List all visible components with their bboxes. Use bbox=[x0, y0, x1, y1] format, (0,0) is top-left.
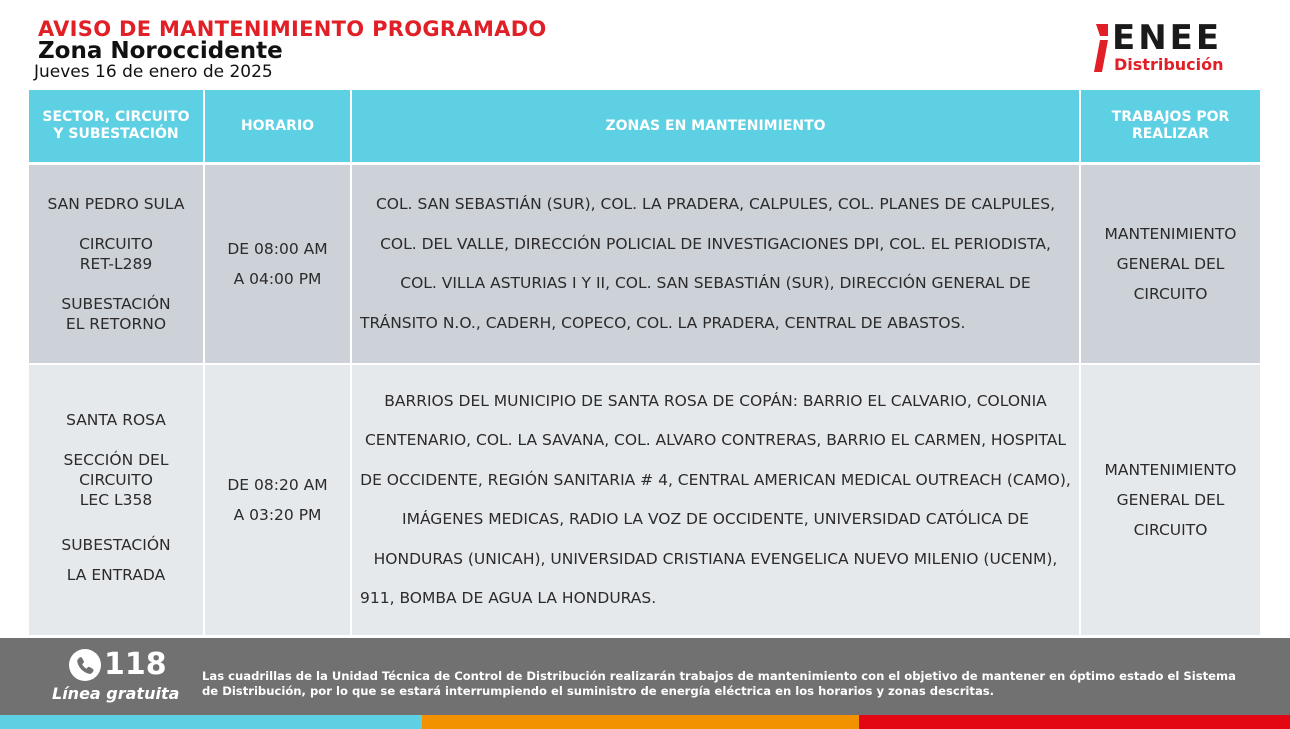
hotline-label: Línea gratuita bbox=[52, 684, 180, 703]
work-line-3: CIRCUITO bbox=[1133, 521, 1208, 539]
logo-subtitle: Distribución bbox=[1114, 55, 1224, 74]
notice-title: AVISO DE MANTENIMIENTO PROGRAMADO bbox=[38, 17, 547, 41]
notice-date: Jueves 16 de enero de 2025 bbox=[34, 62, 273, 82]
sector-cell bbox=[29, 364, 204, 636]
zones-cell: BARRIOS DEL MUNICIPIO DE SANTA ROSA DE COPÁN: BARRIO EL CALVARIO, COLONIA CENTENARIO, COL. LA SAVANA, COL. ALVARO CONTRERAS, BARRIO EL CARMEN, HOSPITAL DE OCCIDENTE, REGIÓN SANITARIA # 4, CENTRAL AMERICAN MEDICAL OUTREACH (CAMO), IMÁGENES MEDICAS, RADIO LA VOZ DE OCCIDENTE, UNIVERSIDAD CATÓLICA DE HONDURAS (UNICAH), UNIVERSIDAD CRISTIANA EVENGELICA NUEVO MILENIO (UCENM), 911, BOMBA DE AGUA LA HONDURAS. bbox=[351, 364, 1080, 636]
footer-disclaimer: Las cuadrillas de la Unidad Técnica de Control de Distribución realizarán trabajos de mantenimiento con el objetivo de mantener en óptimo estado el Sistema de Distribución, por lo que se estará interrumpiendo el suministro de energía eléctrica en los horarios y zonas descritas. bbox=[202, 669, 1236, 698]
table-row bbox=[29, 164, 1260, 365]
table-row bbox=[29, 364, 1260, 636]
gap bbox=[37, 214, 195, 234]
schedule-start: DE 08:00 AM bbox=[227, 240, 328, 258]
header-zones: ZONAS EN MANTENIMIENTO bbox=[351, 90, 1080, 164]
circuit-code: LEC L358 bbox=[79, 491, 153, 509]
substation-label: SUBESTACIÓN bbox=[61, 295, 171, 313]
substation-label: SUBESTACIÓN bbox=[61, 536, 171, 554]
schedule-end: A 03:20 PM bbox=[233, 506, 322, 524]
substation-name: LA ENTRADA bbox=[66, 566, 166, 584]
gap bbox=[37, 274, 195, 294]
sector-name: SAN PEDRO SULA bbox=[47, 195, 185, 213]
schedule-end: A 04:00 PM bbox=[233, 270, 322, 288]
logo-brand: ENEE bbox=[1112, 18, 1223, 58]
footer-bar bbox=[0, 638, 1290, 715]
work-line-1: MANTENIMIENTO bbox=[1104, 461, 1237, 479]
table-header-row bbox=[29, 90, 1260, 164]
work-line-2: GENERAL DEL bbox=[1116, 255, 1225, 273]
header-work: TRABAJOS POR REALIZAR bbox=[1080, 90, 1260, 164]
color-stripe-red bbox=[859, 715, 1290, 729]
circuit-label: SECCIÓN DEL bbox=[63, 451, 169, 469]
enee-logo-mark-icon bbox=[1092, 22, 1110, 74]
hotline-number: 118 bbox=[104, 647, 167, 682]
color-stripe-orange bbox=[422, 715, 859, 729]
work-line-2: GENERAL DEL bbox=[1116, 491, 1225, 509]
work-line-1: MANTENIMIENTO bbox=[1104, 225, 1237, 243]
maintenance-table bbox=[29, 90, 1260, 637]
circuit-label: CIRCUITO bbox=[79, 235, 153, 253]
schedule-cell bbox=[204, 364, 351, 636]
notice-header bbox=[0, 0, 1290, 90]
color-stripe-cyan bbox=[0, 715, 422, 729]
gap bbox=[37, 430, 195, 450]
enee-logo bbox=[1092, 18, 1262, 78]
phone-icon bbox=[69, 649, 101, 681]
zone-title: Zona Noroccidente bbox=[38, 38, 283, 64]
zones-cell: COL. SAN SEBASTIÁN (SUR), COL. LA PRADERA, CALPULES, COL. PLANES DE CALPULES, COL. DEL VALLE, DIRECCIÓN POLICIAL DE INVESTIGACIONES DPI, COL. EL PERIODISTA, COL. VILLA ASTURIAS I Y II, COL. SAN SEBASTIÁN (SUR), DIRECCIÓN GENERAL DE TRÁNSITO N.O., CADERH, COPECO, COL. LA PRADERA, CENTRAL DE ABASTOS. bbox=[351, 164, 1080, 365]
gap bbox=[37, 510, 195, 530]
work-cell bbox=[1080, 364, 1260, 636]
work-cell bbox=[1080, 164, 1260, 365]
sector-cell bbox=[29, 164, 204, 365]
schedule-start: DE 08:20 AM bbox=[227, 476, 328, 494]
sector-name: SANTA ROSA bbox=[66, 411, 166, 429]
circuit-label-2: CIRCUITO bbox=[79, 471, 153, 489]
header-schedule: HORARIO bbox=[204, 90, 351, 164]
circuit-code: RET-L289 bbox=[79, 255, 153, 273]
work-line-3: CIRCUITO bbox=[1133, 285, 1208, 303]
header-sector: SECTOR, CIRCUITO Y SUBESTACIÓN bbox=[29, 90, 204, 164]
schedule-cell bbox=[204, 164, 351, 365]
substation-name: EL RETORNO bbox=[65, 315, 167, 333]
